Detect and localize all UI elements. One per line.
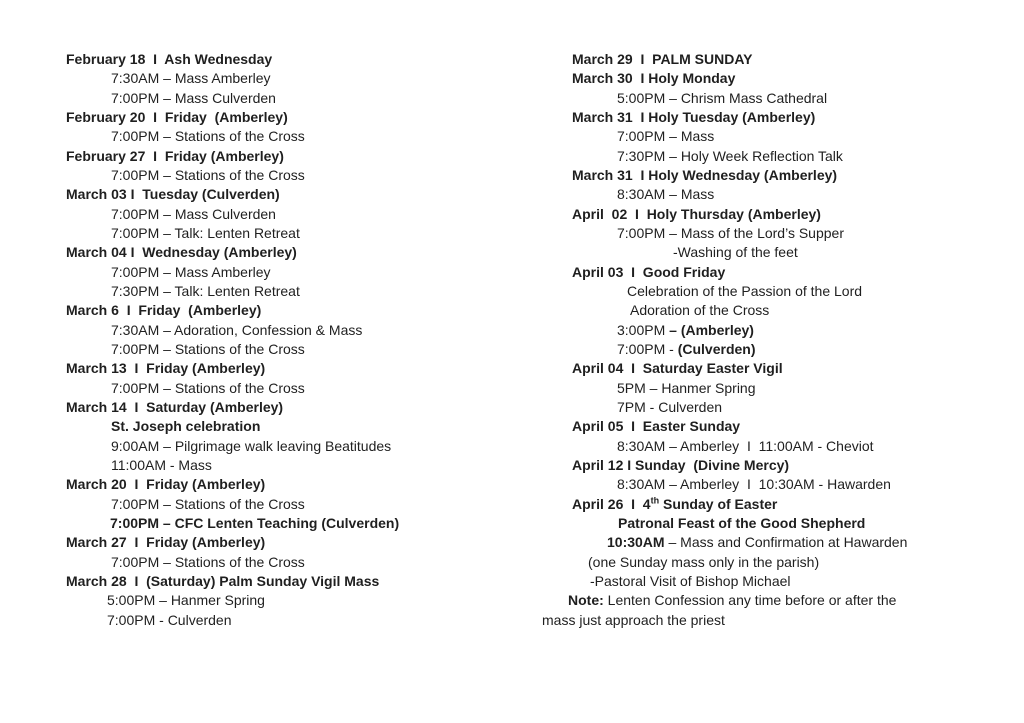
text-segment: March 03 I Tuesday (Culverden) — [66, 186, 280, 203]
text-segment: April 12 I Sunday (Divine Mercy) — [572, 456, 790, 473]
text-segment: March 6 I Friday (Amberley) — [66, 302, 262, 319]
schedule-line — [66, 243, 546, 262]
schedule-line — [66, 572, 546, 591]
text-segment: mass just approach the priest — [542, 611, 725, 628]
text-segment: March 20 I Friday (Amberley) — [66, 476, 266, 493]
text-segment: 10:30AM — [607, 534, 665, 551]
text-segment: 7:00PM – Stations of the Cross — [111, 166, 305, 183]
schedule-line — [588, 553, 1024, 572]
text-segment: 5PM – Hanmer Spring — [617, 379, 756, 396]
text-segment: March 04 I Wednesday (Amberley) — [66, 244, 297, 261]
text-segment: 8:30AM – Amberley I 11:00AM - Cheviot — [617, 437, 874, 454]
schedule-line — [607, 533, 1024, 552]
text-segment: St. Joseph celebration — [111, 418, 261, 435]
text-segment: 5:00PM – Chrism Mass Cathedral — [617, 89, 828, 106]
schedule-line — [66, 301, 546, 320]
schedule-line — [590, 572, 1024, 591]
text-segment: 5:00PM – Hanmer Spring — [107, 592, 265, 609]
text-segment: April 02 I Holy Thursday (Amberley) — [572, 205, 821, 222]
schedule-line — [572, 108, 1024, 127]
schedule-line — [568, 591, 1024, 610]
schedule-line — [111, 417, 546, 436]
text-segment: 9:00AM – Pilgrimage walk leaving Beatitudes — [111, 437, 392, 454]
text-segment: 7:00PM – Talk: Lenten Retreat — [111, 224, 300, 241]
text-segment: March 30 I Holy Monday — [572, 70, 736, 87]
schedule-line — [572, 359, 1024, 378]
schedule-line — [111, 321, 546, 340]
schedule-line — [111, 340, 546, 359]
schedule-line — [617, 398, 1024, 417]
schedule-line — [617, 379, 1024, 398]
text-segment: 7:00PM – Stations of the Cross — [111, 495, 305, 512]
schedule-line — [66, 533, 546, 552]
text-segment: March 27 I Friday (Amberley) — [66, 534, 266, 551]
text-segment: (one Sunday mass only in the parish) — [588, 553, 820, 570]
schedule-line — [111, 282, 546, 301]
schedule-line — [111, 224, 546, 243]
text-segment: March 29 I PALM SUNDAY — [572, 51, 753, 67]
text-segment: February 20 I Friday (Amberley) — [66, 108, 288, 125]
schedule-line — [111, 263, 546, 282]
schedule-line — [111, 69, 546, 88]
schedule-line — [617, 321, 1024, 340]
text-segment: 7:00PM – CFC Lenten Teaching (Culverden) — [110, 514, 400, 531]
schedule-line — [66, 147, 546, 166]
schedule-line — [111, 127, 546, 146]
text-segment: April 03 I Good Friday — [572, 263, 726, 280]
text-segment: Sunday of Easter — [659, 495, 778, 512]
text-segment: 7:00PM – Stations of the Cross — [111, 379, 305, 396]
schedule-line — [617, 127, 1024, 146]
text-segment: -Washing of the feet — [673, 244, 798, 261]
schedule-line — [66, 50, 546, 69]
schedule-line — [110, 514, 546, 533]
schedule-line — [572, 69, 1024, 88]
text-segment: 7:00PM – Mass — [617, 128, 715, 145]
text-segment: Patronal Feast of the Good Shepherd — [618, 514, 866, 531]
schedule-line — [111, 166, 546, 185]
schedule-line — [66, 475, 546, 494]
text-segment: 11:00AM - Mass — [111, 456, 212, 473]
schedule-line — [66, 185, 546, 204]
schedule-line — [107, 591, 546, 610]
schedule-line — [617, 475, 1024, 494]
text-segment: 8:30AM – Mass — [617, 186, 715, 203]
schedule-line — [618, 514, 1024, 533]
text-segment: 8:30AM – Amberley I 10:30AM - Hawarden — [617, 476, 891, 493]
text-segment: February 27 I Friday (Amberley) — [66, 147, 284, 164]
schedule-line — [572, 495, 1024, 514]
text-segment: 7:00PM – Stations of the Cross — [111, 128, 305, 145]
schedule-line — [572, 166, 1024, 185]
text-segment: 7:00PM – Stations of the Cross — [111, 340, 305, 357]
text-segment: 7:00PM – Mass Culverden — [111, 205, 276, 222]
text-segment: Adoration of the Cross — [630, 302, 770, 319]
text-segment: 7:00PM – Mass of the Lord’s Supper — [617, 224, 844, 241]
schedule-line — [111, 495, 546, 514]
schedule-line — [627, 282, 1024, 301]
text-segment: 7:00PM – Mass Culverden — [111, 89, 276, 106]
text-segment: April 26 I 4 — [572, 495, 651, 512]
text-segment: – Mass and Confirmation at Hawarden — [664, 534, 908, 551]
text-segment: 7:30AM – Adoration, Confession & Mass — [111, 321, 363, 338]
text-segment: 7:00PM – Stations of the Cross — [111, 553, 305, 570]
text-segment: Lenten Confession any time before or after the — [603, 592, 897, 609]
text-segment: March 14 I Saturday (Amberley) — [66, 398, 284, 415]
text-segment: -Pastoral Visit of Bishop Michael — [590, 572, 791, 589]
text-segment: th — [650, 494, 660, 505]
schedule-column-right — [542, 50, 1024, 630]
schedule-line — [617, 224, 1024, 243]
text-segment: 7:30PM – Talk: Lenten Retreat — [111, 282, 300, 299]
text-segment: March 31 I Holy Tuesday (Amberley) — [572, 108, 816, 125]
schedule-line — [111, 205, 546, 224]
schedule-line — [542, 611, 1024, 630]
schedule-line — [66, 359, 546, 378]
schedule-line — [111, 456, 546, 475]
schedule-line — [630, 301, 1024, 320]
schedule-line — [66, 398, 546, 417]
schedule-line — [111, 553, 546, 572]
text-segment: 7:00PM – Mass Amberley — [111, 263, 271, 280]
text-segment: March 13 I Friday (Amberley) — [66, 360, 266, 377]
schedule-line — [617, 147, 1024, 166]
schedule-line — [572, 263, 1024, 282]
text-segment: 3:00PM — [617, 321, 670, 338]
schedule-column-left — [66, 50, 546, 630]
text-segment: 7:30PM – Holy Week Reflection Talk — [617, 147, 843, 164]
text-segment: 7:00PM - — [617, 340, 678, 357]
text-segment: Celebration of the Passion of the Lord — [627, 282, 863, 299]
schedule-line — [107, 611, 546, 630]
schedule-line — [617, 340, 1024, 359]
schedule-line — [572, 417, 1024, 436]
schedule-line — [111, 89, 546, 108]
text-segment: 7:00PM - Culverden — [107, 611, 232, 628]
schedule-line — [617, 185, 1024, 204]
schedule-line — [617, 89, 1024, 108]
text-segment: April 05 I Easter Sunday — [572, 418, 741, 435]
text-segment: March 31 I Holy Wednesday (Amberley) — [572, 166, 838, 183]
schedule-line — [572, 205, 1024, 224]
schedule-line — [673, 243, 1024, 262]
text-segment: April 04 I Saturday Easter Vigil — [572, 360, 783, 377]
schedule-line — [66, 108, 546, 127]
text-segment: – (Amberley) — [669, 321, 754, 338]
text-segment: (Culverden) — [677, 340, 756, 357]
text-segment: March 28 I (Saturday) Palm Sunday Vigil Mass — [66, 572, 380, 589]
schedule-line — [111, 379, 546, 398]
text-segment: Note: — [568, 592, 604, 609]
text-segment: February 18 I Ash Wednesday — [66, 51, 273, 67]
text-segment: 7:30AM – Mass Amberley — [111, 70, 271, 87]
text-segment: 7PM - Culverden — [617, 398, 723, 415]
schedule-line — [572, 50, 1024, 69]
schedule-line — [111, 437, 546, 456]
schedule-line — [572, 456, 1024, 475]
schedule-line — [617, 437, 1024, 456]
